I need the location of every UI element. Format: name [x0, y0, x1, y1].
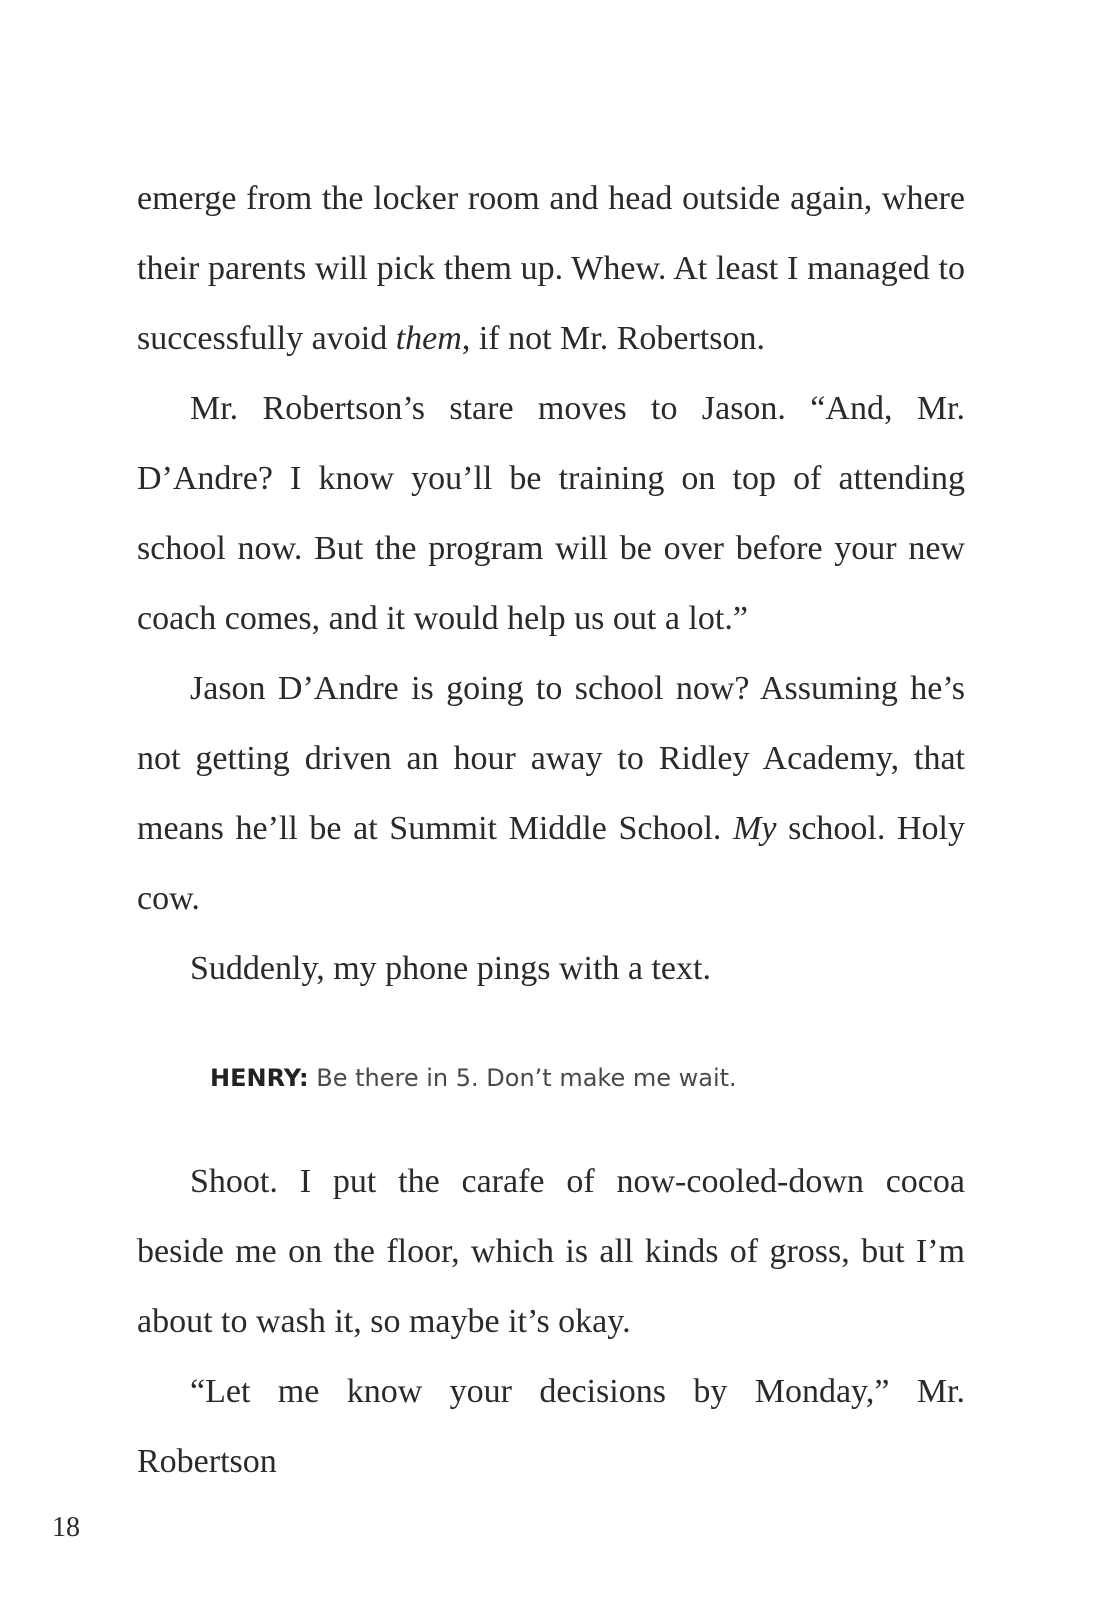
- paragraph: [137, 654, 965, 934]
- emphasis-text: them: [395, 320, 462, 357]
- paragraph-text: emerge from the locker room and head outside again, where their parents will pick them up. Whew. At least I managed to successfully avoid: [137, 180, 965, 357]
- paragraph: Mr. Robertson’s stare moves to Jason. “And, Mr. D’Andre? I know you’ll be training on top of attending school now. But the program will be over before your new coach comes, and it would help us out a lot.”: [137, 390, 965, 637]
- body-text-upper: [137, 164, 965, 1004]
- paragraph: Shoot. I put the carafe of now-cooled-down cocoa beside me on the floor, which is all kinds of gross, but I’m about to wash it, so maybe it’s okay.: [137, 1163, 965, 1340]
- text-message: [210, 1062, 737, 1094]
- text-message-sender: HENRY:: [210, 1064, 309, 1092]
- paragraph: Suddenly, my phone pings with a text.: [190, 950, 711, 987]
- paragraph-text: Jason D’Andre is going to school now? Assuming he’s not getting driven an hour away to Ridley Academy, that means he’ll be at Summit Middle School.: [137, 670, 965, 847]
- paragraph-text: school. Holy cow.: [137, 810, 965, 917]
- page-number: 18: [52, 1512, 80, 1543]
- paragraph-text: , if not Mr. Robertson.: [461, 320, 765, 357]
- paragraph: [137, 164, 965, 374]
- paragraph: “Let me know your decisions by Monday,” Mr. Robertson: [137, 1373, 965, 1480]
- text-message-body: Be there in 5. Don’t make me wait.: [316, 1064, 737, 1092]
- emphasis-text: My: [733, 810, 777, 847]
- body-text-lower: [137, 1147, 965, 1497]
